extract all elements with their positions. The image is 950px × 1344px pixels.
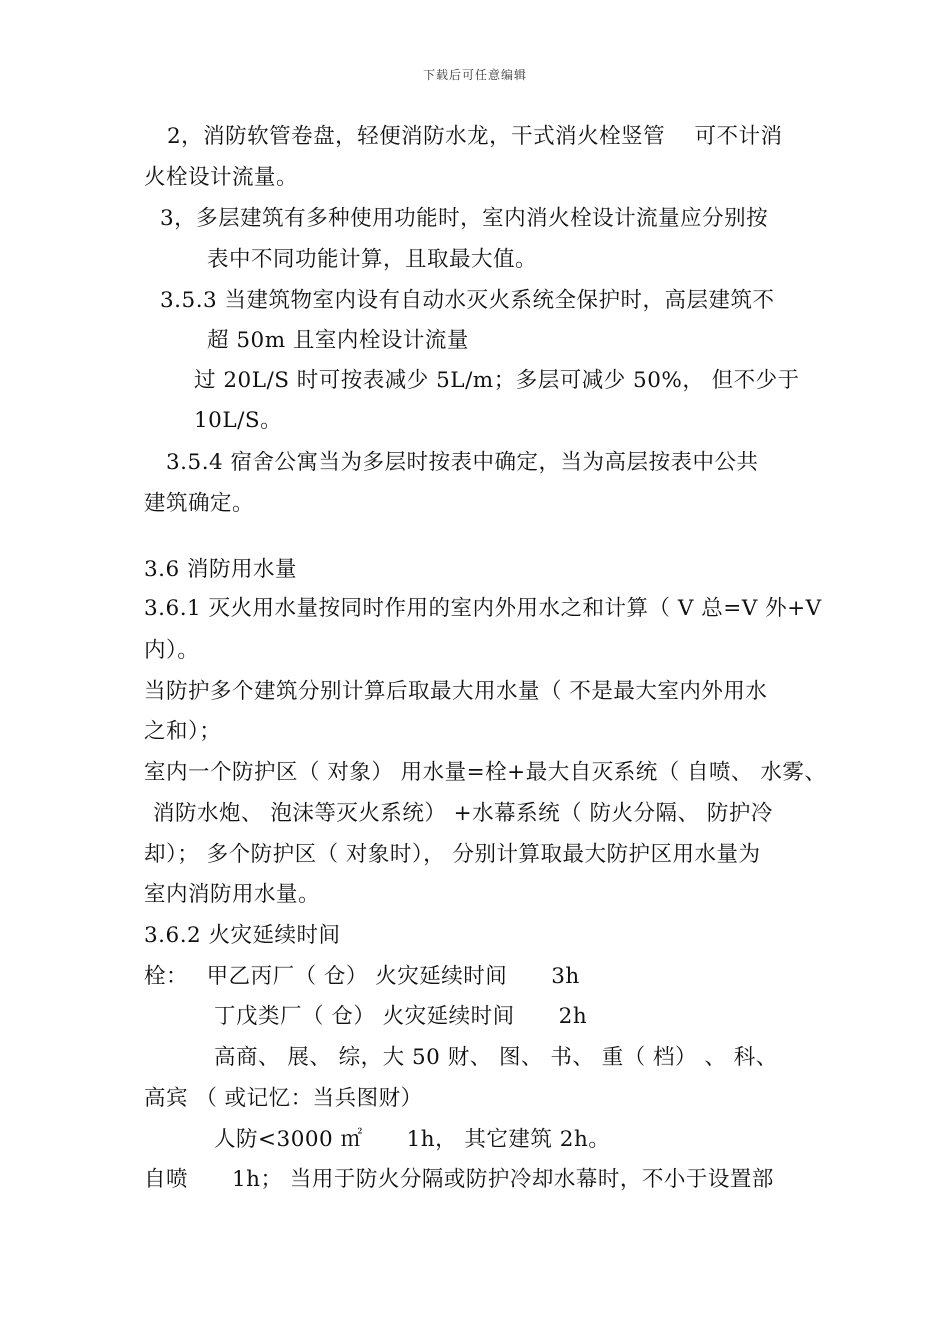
text-line: 表中不同功能计算，且取最大值。 [207,247,538,272]
text-line: 室内消防用水量。 [144,882,321,907]
text-line: 之和）； [144,719,222,744]
text-line: 高宾 （ 或记忆：当兵图财） [144,1086,423,1111]
text-line: 高商、 展、 综，大 50 财、 图、 书、 重（ 档） 、 科、 [214,1045,778,1070]
text-line: 消防水炮、 泡沫等灭火系统） +水幕系统（ 防火分隔、 防护冷 [153,801,773,826]
text-line: 2，消防软管卷盘，轻便消防水龙，干式消火栓竖管 可不计消 [167,124,783,149]
text-line: 10L/S。 [194,408,283,433]
text-line: 3，多层建筑有多种使用功能时，室内消火栓设计流量应分别按 [160,206,769,231]
text-line: 却）； 多个防护区（ 对象时）， 分别计算取最大防护区用水量为 [144,842,761,867]
page-header: 下载后可任意编辑 [422,68,527,82]
section-heading: 3.6 消防用水量 [144,557,298,582]
text-line: 当防护多个建筑分别计算后取最大用水量（ 不是最大室内外用水 [144,679,768,704]
section-heading: 3.6.2 火灾延续时间 [144,923,341,948]
text-line: 建筑确定。 [144,491,255,516]
text-line: 自喷 1h； 当用于防火分隔或防护冷却水幕时，不小于设置部 [144,1167,774,1192]
text-line: 栓： 甲乙丙厂（ 仓） 火灾延续时间 3h [144,964,580,989]
text-line: 3.5.4 宿舍公寓当为多层时按表中确定，当为高层按表中公共 [166,450,759,475]
text-line: 3.6.1 灭火用水量按同时作用的室内外用水之和计算（ V 总=V 外+V [144,596,822,621]
text-line: 内）。 [144,638,200,663]
text-line: 人防<3000 ㎡ 1h， 其它建筑 2h。 [214,1127,611,1152]
text-line: 3.5.3 当建筑物室内设有自动水灭火系统全保护时，高层建筑不 [160,288,775,313]
text-line: 过 20L/S 时可按表减少 5L/m；多层可减少 50%， 但不少于 [194,368,800,393]
text-line: 室内一个防护区（ 对象） 用水量=栓+最大自灭系统（ 自喷、 水雾、 [144,760,827,785]
text-line: 丁戊类厂（ 仓） 火灾延续时间 2h [214,1004,588,1029]
text-line: 火栓设计流量。 [144,165,299,190]
text-line: 超 50m 且室内栓设计流量 [207,328,469,353]
